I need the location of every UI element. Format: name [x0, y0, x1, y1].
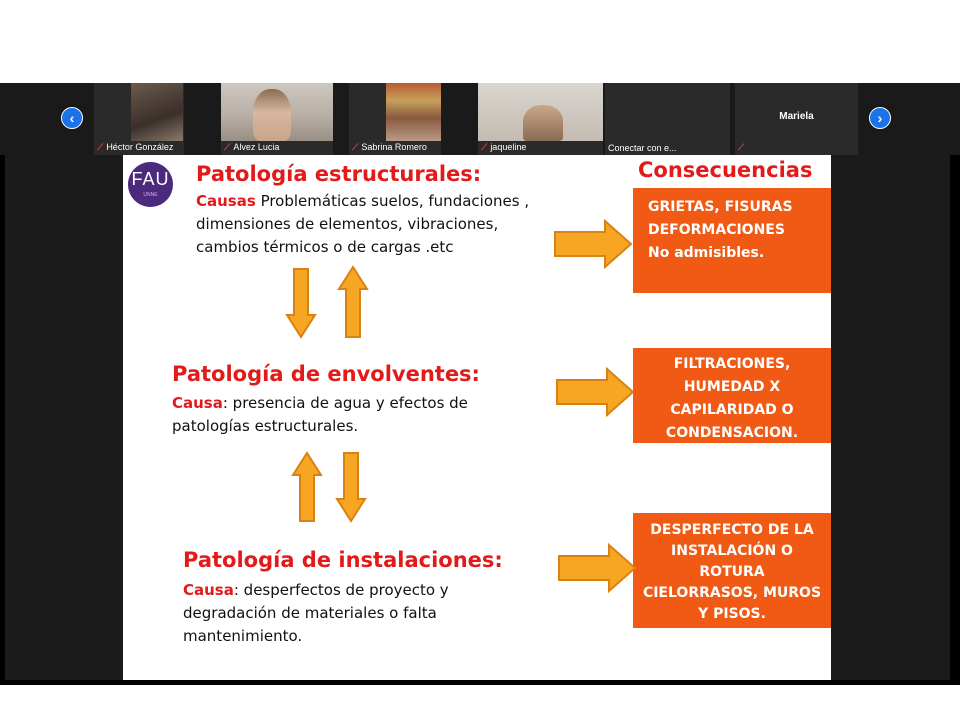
participant-video — [349, 83, 441, 141]
fau-logo — [128, 162, 173, 207]
chevron-right-icon: › — [877, 110, 883, 126]
muted-mic-icon: ⟋ — [738, 142, 745, 152]
next-participants-button[interactable] — [869, 107, 891, 129]
muted-mic-icon: ⟋ — [224, 142, 231, 152]
heading-envolventes: Patología de envolventes: — [172, 362, 480, 386]
heading-instalaciones: Patología de instalaciones: — [183, 548, 503, 572]
participant-label — [738, 142, 856, 153]
participant-label: ⟋ Alvez Lucia — [224, 142, 280, 152]
participant-strip — [0, 83, 960, 155]
logo-text: FAU — [131, 169, 170, 189]
arrow-down-icon — [335, 451, 367, 523]
chevron-left-icon: ‹ — [69, 110, 75, 126]
consequence-box-1: GRIETAS, FISURAS DEFORMACIONES No admisibles. — [633, 188, 831, 293]
participant-tile[interactable] — [478, 83, 603, 155]
prev-participants-button[interactable] — [61, 107, 83, 129]
text-envolventes-causa: Causa: presencia de agua y efectos de patologías estructurales. — [172, 394, 468, 435]
participant-name: Mariela — [779, 111, 814, 122]
participant-video — [478, 83, 603, 141]
heading-estructurales: Patología estructurales: — [196, 162, 482, 186]
participant-video — [221, 83, 333, 141]
arrow-down-icon — [285, 267, 317, 339]
participant-label: ⟋ Sabrina Romero — [352, 142, 427, 152]
participant-tile[interactable] — [349, 83, 441, 155]
arrow-right-icon — [555, 367, 635, 417]
text-instalaciones-causa: Causa: desperfectos de proyecto y degradación de materiales o falta mantenimiento. — [183, 581, 449, 645]
muted-mic-icon: ⟋ — [481, 142, 488, 152]
text-estructurales-causas: Causas Problemáticas suelos, fundaciones , dimensiones de elementos, vibraciones, cambios térmicos o de cargas .etc — [196, 192, 530, 256]
participant-tile[interactable] — [221, 83, 333, 155]
participant-label: ⟋ Héctor González — [97, 142, 174, 152]
heading-consecuencias: Consecuencias — [638, 158, 813, 182]
logo-subtext: UNNE — [143, 192, 158, 198]
consequence-box-3: DESPERFECTO DE LA INSTALACIÓN O ROTURA CIELORRASOS, MUROS Y PISOS. — [633, 513, 831, 628]
participant-video — [94, 83, 184, 141]
participant-label: ⟋ jaqueline — [481, 142, 527, 152]
arrow-right-icon — [553, 219, 633, 269]
arrow-up-icon — [291, 451, 323, 523]
muted-mic-icon: ⟋ — [97, 142, 104, 152]
presentation-slide — [123, 155, 831, 680]
participant-tile[interactable] — [735, 83, 858, 155]
arrow-up-icon — [337, 265, 369, 339]
participant-tile[interactable] — [605, 83, 730, 155]
consequence-box-2: FILTRACIONES, HUMEDAD X CAPILARIDAD O CONDENSACION. — [633, 348, 831, 443]
participant-tile[interactable] — [94, 83, 184, 155]
arrow-right-icon — [557, 543, 637, 593]
participant-label: Conectar con e... — [608, 143, 677, 153]
muted-mic-icon: ⟋ — [352, 142, 359, 152]
